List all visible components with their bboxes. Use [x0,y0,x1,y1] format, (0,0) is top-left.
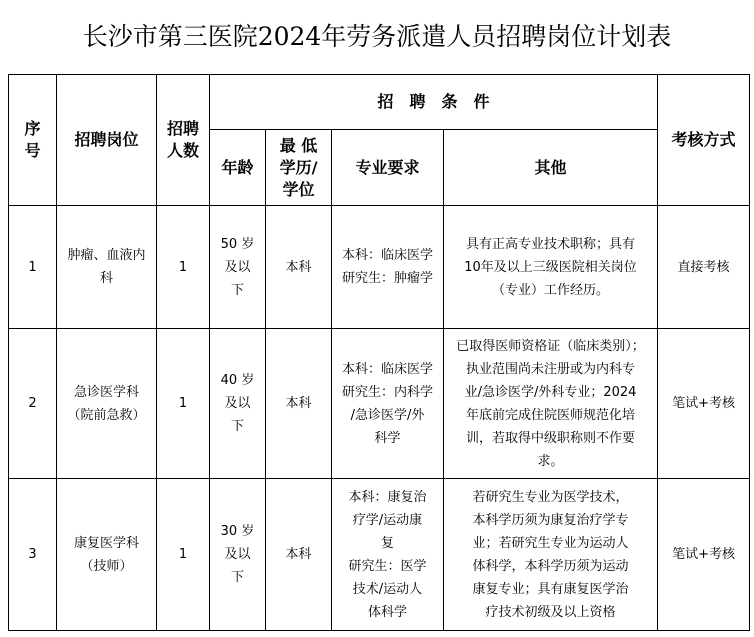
row-age: 30 岁 及以 下 [210,479,266,631]
row-assessment: 笔试+考核 [658,479,750,631]
row-other: 若研究生专业为医学技术， 本科学历须为康复治疗学专 业；若研究生专业为运动人 体科学，本科学历须为运动 康复专业；具有康复医学治 疗技术初级及以上资格 [444,479,658,631]
row-education: 本科 [266,479,332,631]
row-age: 40 岁 及以 下 [210,329,266,479]
header-conditions: 招 聘 条 件 [210,75,658,130]
row-age: 50 岁 及以 下 [210,206,266,329]
row-assessment: 直接考核 [658,206,750,329]
recruitment-plan-table [8,74,750,631]
row-major: 本科：康复治 疗学/运动康 复 研究生：医学 技术/运动人 体科学 [332,479,444,631]
row-education: 本科 [266,206,332,329]
row-other: 已取得医师资格证（临床类别）； 执业范围尚未注册或为内科专 业/急诊医学/外科专业；2024 年底前完成住院医师规范化培 训，若取得中级职称则不作要 求。 [444,329,658,479]
table-row [9,206,750,329]
row-position: 康复医学科 （技师） [57,479,157,631]
row-education: 本科 [266,329,332,479]
row-count: 1 [157,479,210,631]
row-index: 2 [9,329,57,479]
row-other: 具有正高专业技术职称；具有 10年及以上三级医院相关岗位 （专业）工作经历。 [444,206,658,329]
header-education: 最 低 学历/ 学位 [266,130,332,206]
header-position: 招聘岗位 [57,75,157,206]
row-count: 1 [157,206,210,329]
row-major: 本科：临床医学 研究生：内科学 /急诊医学/外 科学 [332,329,444,479]
row-index: 1 [9,206,57,329]
header-age: 年龄 [210,130,266,206]
header-assessment: 考核方式 [658,75,750,206]
header-count: 招聘 人数 [157,75,210,206]
row-index: 3 [9,479,57,631]
header-major: 专业要求 [332,130,444,206]
row-position: 急诊医学科 （院前急救） [57,329,157,479]
page-title: 长沙市第三医院2024年劳务派遣人员招聘岗位计划表 [82,22,672,51]
table-row [9,329,750,479]
table-row [9,479,750,631]
header-index: 序 号 [9,75,57,206]
row-position: 肿瘤、血液内 科 [57,206,157,329]
row-count: 1 [157,329,210,479]
header-other: 其他 [444,130,658,206]
row-assessment: 笔试+考核 [658,329,750,479]
row-major: 本科：临床医学 研究生：肿瘤学 [332,206,444,329]
